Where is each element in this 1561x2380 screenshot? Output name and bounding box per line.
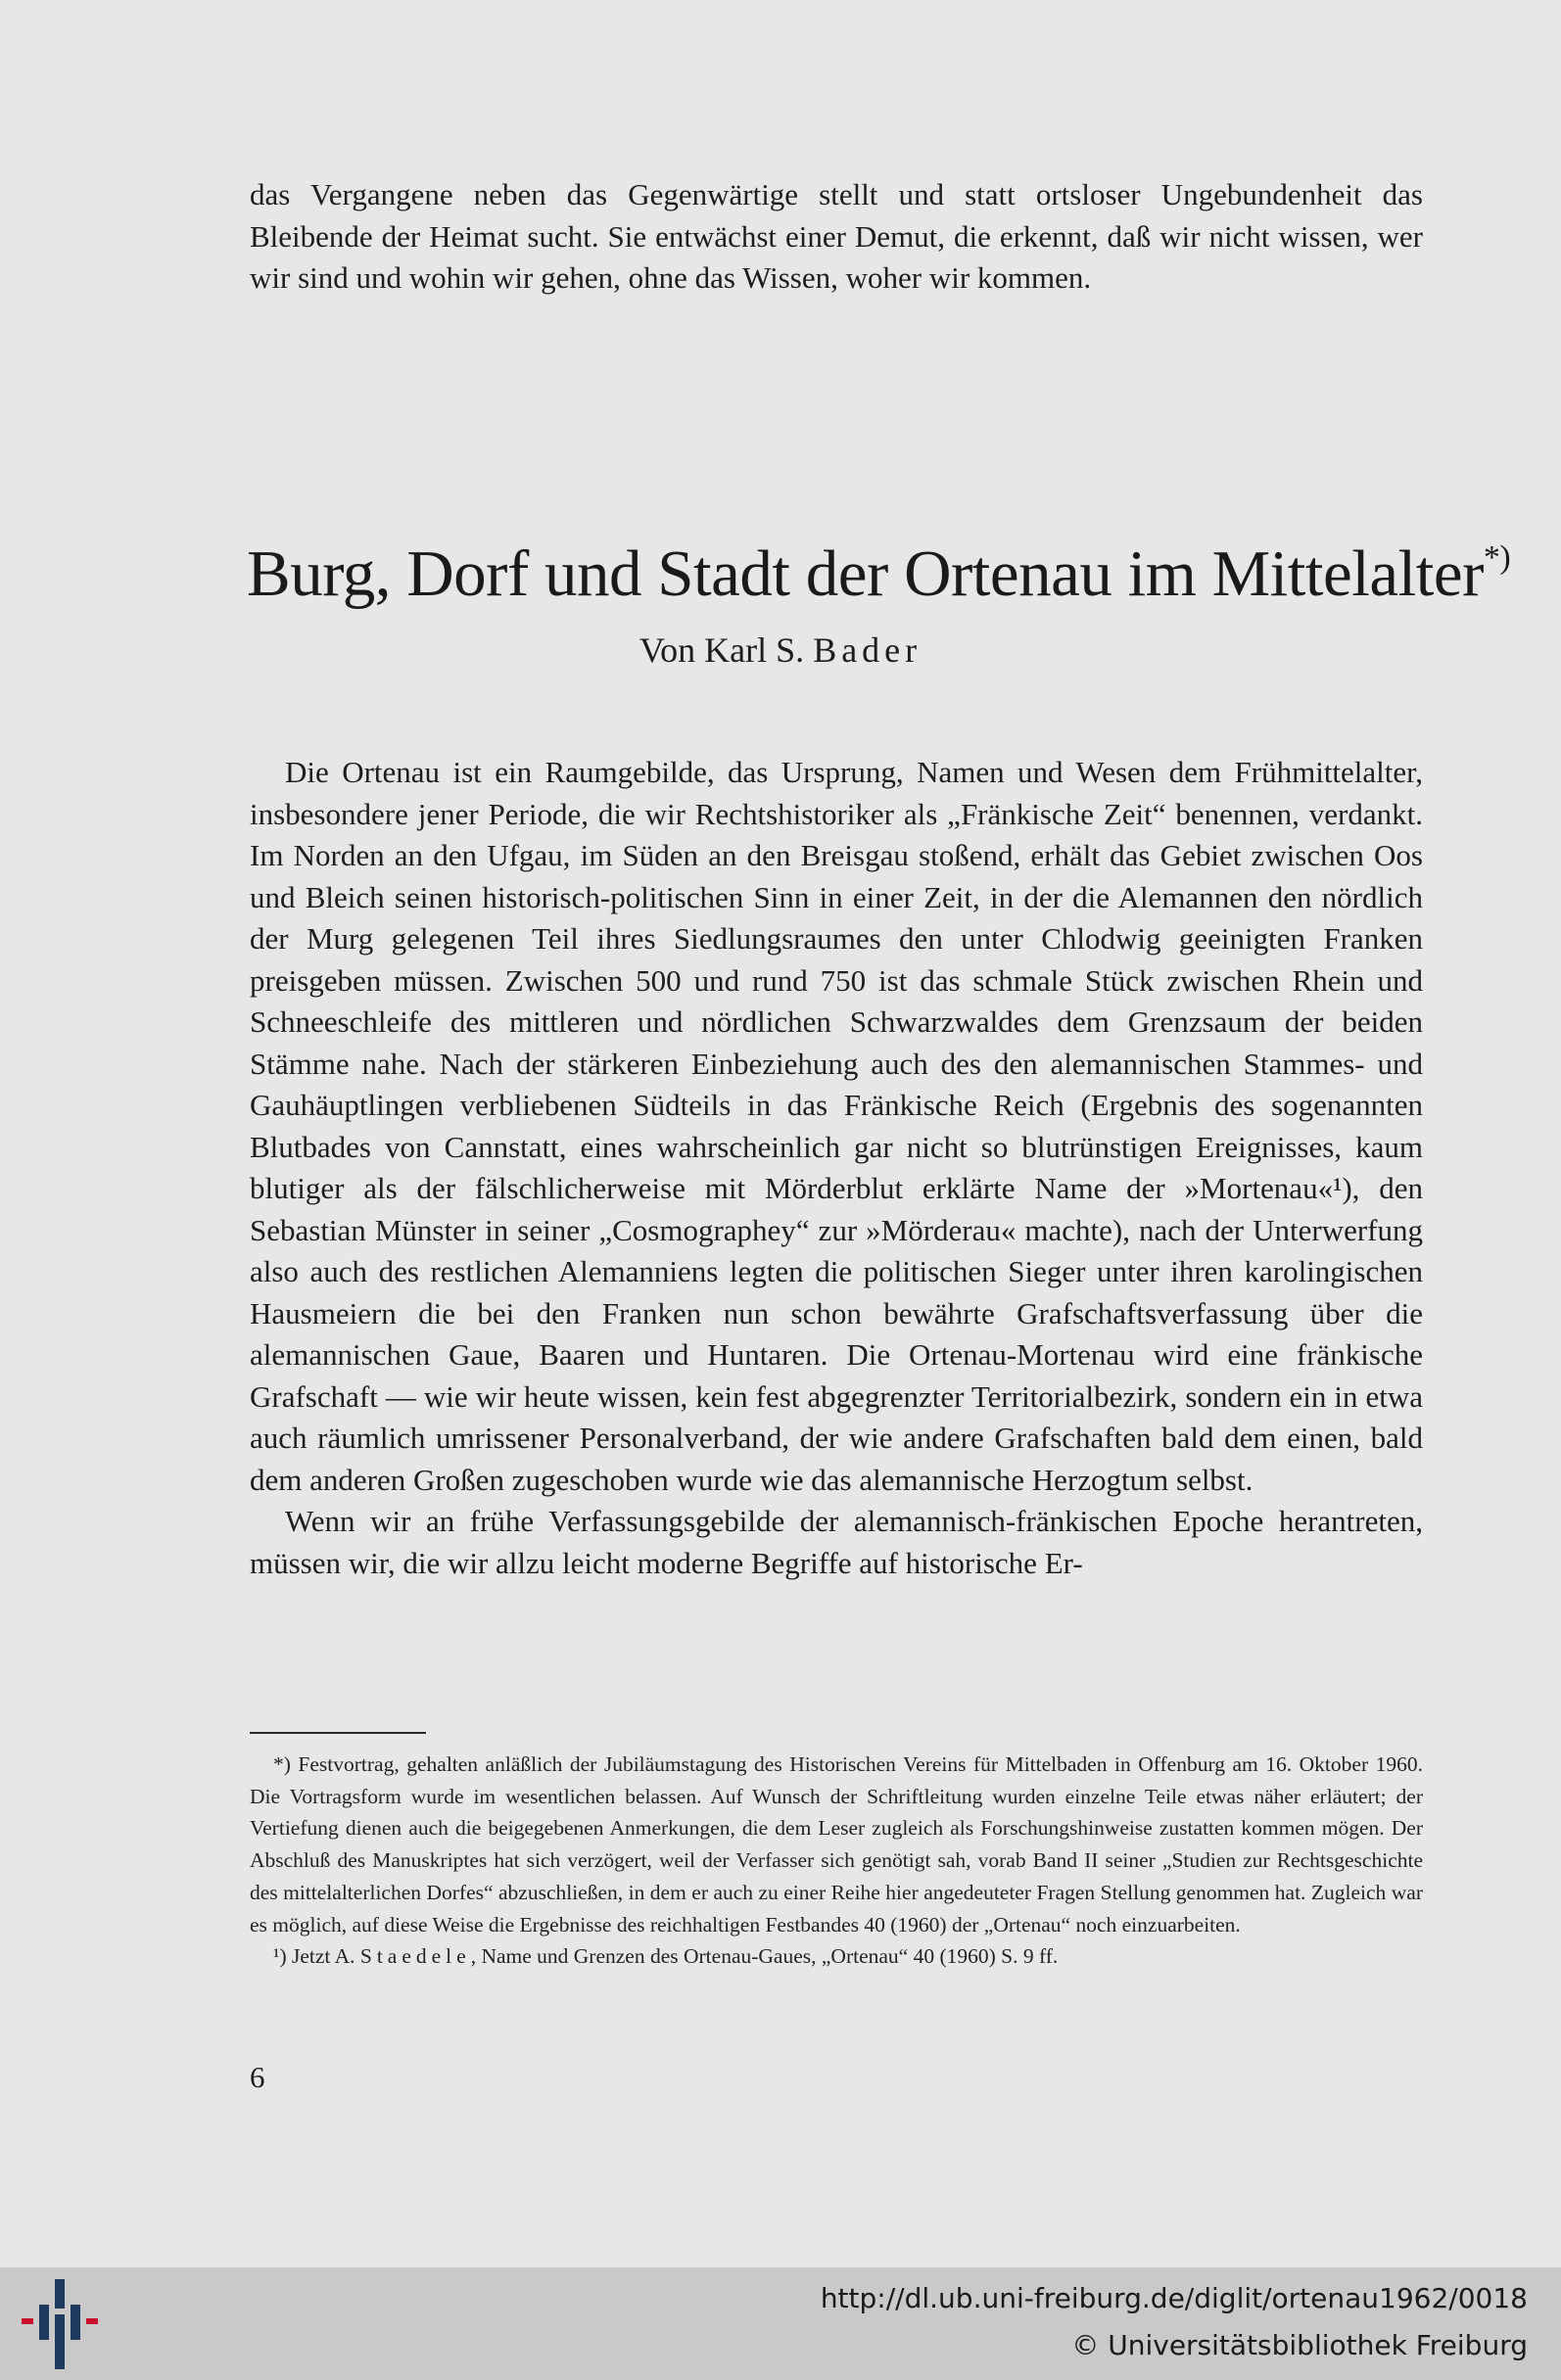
footnotes (250, 1749, 1423, 1973)
footnote-1 (250, 1940, 1423, 1973)
footnote-star: *) Festvortrag, gehalten anläßlich der Jubiläumstagung des Historischen Vereins für Mittelbaden in Offenburg am 16. Oktober 1960. Die Vortragsform wurde im wesentlichen belassen. Auf Wunsch der Schriftleitung wurden einzelne Teile etwas näher erläutert; der Vertiefung dienen auch die beigegebenen Anmerkungen, die dem Leser zugleich als Forschungshinweise zustatten kommen mögen. Der Abschluß des Manuskriptes hat sich verzögert, weil der Verfasser sich genötigt sah, vorab Band II seiner „Studien zur Rechtsgeschichte des mittelalterlichen Dorfes“ abzuschließen, in dem er auch zu einer Reihe hier angedeuteter Fragen Stellung genommen hat. Zugleich war es möglich, auf diese Weise die Ergebnisse des reichhaltigen Festbandes 40 (1960) der „Ortenau“ noch einzuarbeiten. (250, 1752, 1423, 1937)
author-surname: Bader (813, 630, 922, 670)
intro-paragraph: das Vergangene neben das Gegenwärtige stellt und statt ortsloser Ungebundenheit das Bleibende der Heimat sucht. Sie entwächst einer Demut, die erkennt, daß wir nicht wissen, wer wir sind und wohin wir gehen, ohne das Wissen, woher wir kommen. (250, 177, 1423, 295)
footnote-1-rest: , Name und Grenzen des Ortenau-Gaues, „Ortenau“ 40 (1960) S. 9 ff. (470, 1944, 1059, 1969)
body-paragraph-1: Die Ortenau ist ein Raumgebilde, das Ursprung, Namen und Wesen dem Frühmittelalter, insbesondere jener Periode, die wir Rechtshistoriker als „Fränkische Zeit“ benennen, verdankt. Im Norden an den Ufgau, im Süden an den Breisgau stoßend, erhält das Gebiet zwischen Oos und Bleich seinen historisch-politischen Sinn in einer Zeit, in der die Alemannen den nördlich der Murg gelegenen Teil ihres Siedlungsraumes den unter Chlodwig geeinigten Franken preisgeben müssen. Zwischen 500 und rund 750 ist das schmale Stück zwischen Rhein und Schneeschleife des mittleren und nördlichen Schwarzwaldes dem Grenzsaum der beiden Stämme nahe. Nach der stärkeren Einbeziehung auch des den alemannischen Stammes- und Gauhäuptlingen verbliebenen Südteils in das Fränkische Reich (Ergebnis des sogenannten Blutbades von Cannstatt, eines wahrscheinlich gar nicht so blutrünstigen Ereignisses, kaum blutiger als der fälschlicherweise mit Mörderblut erklärte Name der »Mortenau«¹), den Sebastian Münster in seiner „Cosmographey“ zur »Mörderau« machte), nach der Unterwerfung also auch des restlichen Alemanniens legten die politischen Sieger unter ihren karolingischen Hausmeiern die bei den Franken nun schon bewährte Grafschaftsverfassung über die alemannischen Gaue, Baaren und Huntaren. Die Ortenau-Mortenau wird eine fränkische Grafschaft — wie wir heute wissen, kein fest abgegrenzter Territorialbezirk, sondern ein in etwa auch räumlich umrissener Personalverband, der wie andere Grafschaften bald dem einen, bald dem anderen Großen zugeschoben wurde wie das alemannische Herzogtum selbst. (250, 755, 1423, 1497)
footnote-1-prefix: ¹) Jetzt A. (273, 1944, 355, 1969)
author-line (0, 627, 1561, 674)
author-prefix: Von Karl S. (639, 630, 805, 670)
intro-paragraph-block (250, 174, 1423, 300)
library-logo-icon (16, 2275, 104, 2373)
permalink-url[interactable]: http://dl.ub.uni-freiburg.de/diglit/ortenau1962/0018 (820, 2282, 1528, 2314)
copyright-notice: © Universitätsbibliothek Freiburg (1071, 2329, 1528, 2361)
body-paragraph-2: Wenn wir an frühe Verfassungsgebilde der alemannisch-fränkischen Epoche herantreten, müssen wir, die wir allzu leicht moderne Begriffe auf historische Er- (250, 1504, 1423, 1580)
footnote-1-name: Staedele (359, 1944, 471, 1969)
article-title-text: Burg, Dorf und Stadt der Ortenau im Mittelalter (247, 537, 1484, 610)
article-body (250, 752, 1423, 1584)
article-title (247, 519, 1511, 613)
page-number: 6 (250, 2060, 265, 2094)
title-footnote-mark: *) (1483, 539, 1511, 576)
footnote-divider (250, 1732, 426, 1734)
